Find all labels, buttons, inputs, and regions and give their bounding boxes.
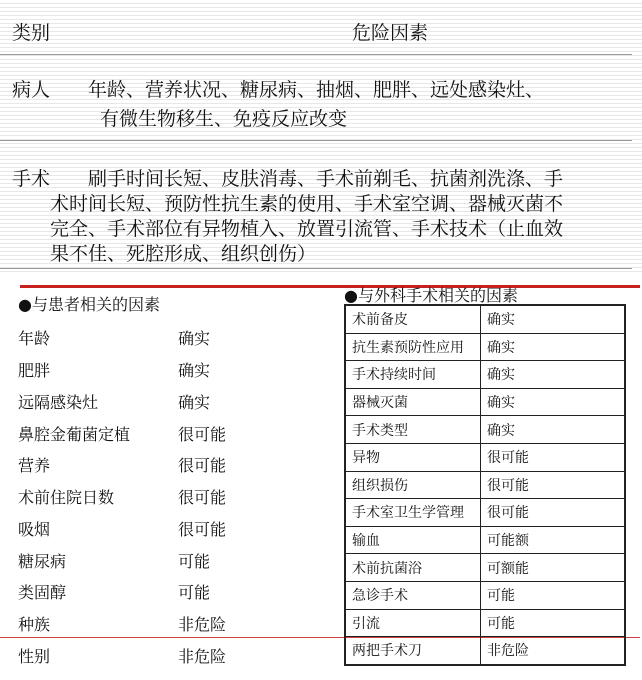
surgery-factor-level: 很可能 [481, 499, 626, 527]
patient-factor-name: 年龄 [18, 329, 51, 348]
surgery-factors-table [344, 304, 626, 666]
patient-factor-name: 肥胖 [18, 361, 51, 380]
surgery-factor-name: 手术室卫生学管理 [345, 499, 481, 527]
surgery-risk-line-1: 刷手时间长短、皮肤消毒、手术前剃毛、抗菌剂洗涤、手 [88, 168, 564, 190]
patient-factors-heading: ●与患者相关的因素 [18, 295, 160, 314]
surgery-factor-name: 引流 [345, 609, 481, 637]
patient-factor-name: 种族 [18, 615, 51, 634]
table-row [345, 526, 625, 554]
patient-factor-level: 非危险 [178, 615, 227, 634]
surgery-factor-level: 确实 [481, 361, 626, 389]
table-row [345, 499, 625, 527]
patient-factor-level: 确实 [178, 329, 211, 348]
surgery-risk-line-4: 果不佳、死腔形成、组织创伤） [50, 243, 317, 265]
patient-factor-level: 非危险 [178, 647, 227, 666]
patient-factor-level: 可能 [178, 552, 211, 571]
divider [0, 268, 632, 269]
patient-factor-level: 很可能 [178, 520, 227, 539]
patient-risk-line-2: 有微生物移生、免疫反应改变 [100, 108, 348, 130]
patient-factor-level: 很可能 [178, 488, 227, 507]
header-risk-factors: 危险因素 [352, 22, 429, 44]
surgery-factor-name: 手术持续时间 [345, 361, 481, 389]
surgery-factor-level: 很可能 [481, 471, 626, 499]
patient-factor-level: 确实 [178, 361, 211, 380]
surgery-factor-name: 抗生素预防性应用 [345, 333, 481, 361]
patient-factor-name: 性别 [18, 647, 51, 666]
surgery-factor-level: 确实 [481, 388, 626, 416]
surgery-factor-level: 确实 [481, 305, 626, 333]
surgery-factor-level: 确实 [481, 333, 626, 361]
surgery-factor-name: 异物 [345, 443, 481, 471]
patient-risk-line-1: 年龄、营养状况、糖尿病、抽烟、肥胖、远处感染灶、 [88, 79, 545, 101]
surgery-label: 手术 [12, 168, 51, 190]
patient-factor-level: 很可能 [178, 456, 227, 475]
patient-factor-level: 确实 [178, 393, 211, 412]
surgery-factor-name: 术前备皮 [345, 305, 481, 333]
divider [0, 54, 632, 55]
patient-factor-name: 远隔感染灶 [18, 393, 99, 412]
table-row [345, 333, 625, 361]
surgery-factor-level: 可额能 [481, 554, 626, 582]
patient-factor-name: 糖尿病 [18, 552, 67, 571]
divider [0, 140, 632, 141]
surgery-factor-name: 组织损伤 [345, 471, 481, 499]
patient-factor-level: 可能 [178, 583, 211, 602]
surgery-risk-line-2: 术时间长短、预防性抗生素的使用、手术室空调、器械灭菌不 [50, 193, 564, 215]
patient-factor-name: 营养 [18, 456, 51, 475]
surgery-risk-line-3: 完全、手术部位有异物植入、放置引流管、手术技术（止血效 [50, 218, 564, 240]
table-row [345, 581, 625, 609]
surgery-factor-name: 术前抗菌浴 [345, 554, 481, 582]
table-row [345, 609, 625, 637]
patient-factor-name: 鼻腔金葡菌定植 [18, 425, 131, 444]
surgery-factor-level: 确实 [481, 416, 626, 444]
header-category: 类别 [12, 22, 51, 44]
table-row [345, 361, 625, 389]
table-row [345, 554, 625, 582]
risk-factor-overview [0, 0, 642, 272]
patient-label: 病人 [12, 79, 51, 101]
accent-bar [20, 285, 640, 288]
surgery-factor-level: 可能 [481, 609, 626, 637]
table-row [345, 305, 625, 333]
surgery-factor-name: 两把手术刀 [345, 637, 481, 665]
surgery-factors-heading: ●与外科手术相关的因素 [344, 286, 518, 305]
patient-factor-name: 吸烟 [18, 520, 51, 539]
surgery-factor-level: 很可能 [481, 443, 626, 471]
table-row [345, 388, 625, 416]
surgery-factor-level: 可能 [481, 581, 626, 609]
surgery-factor-level: 可能额 [481, 526, 626, 554]
patient-factor-name: 术前住院日数 [18, 488, 115, 507]
surgery-factor-name: 急诊手术 [345, 581, 481, 609]
table-row [345, 471, 625, 499]
surgery-factor-name: 输血 [345, 526, 481, 554]
table-row [345, 416, 625, 444]
surgery-factor-level: 非危险 [481, 637, 626, 665]
table-row [345, 637, 625, 665]
surgery-factor-name: 手术类型 [345, 416, 481, 444]
patient-factor-name: 类固醇 [18, 583, 67, 602]
table-row [345, 443, 625, 471]
surgery-factor-name: 器械灭菌 [345, 388, 481, 416]
patient-factor-level: 很可能 [178, 425, 227, 444]
